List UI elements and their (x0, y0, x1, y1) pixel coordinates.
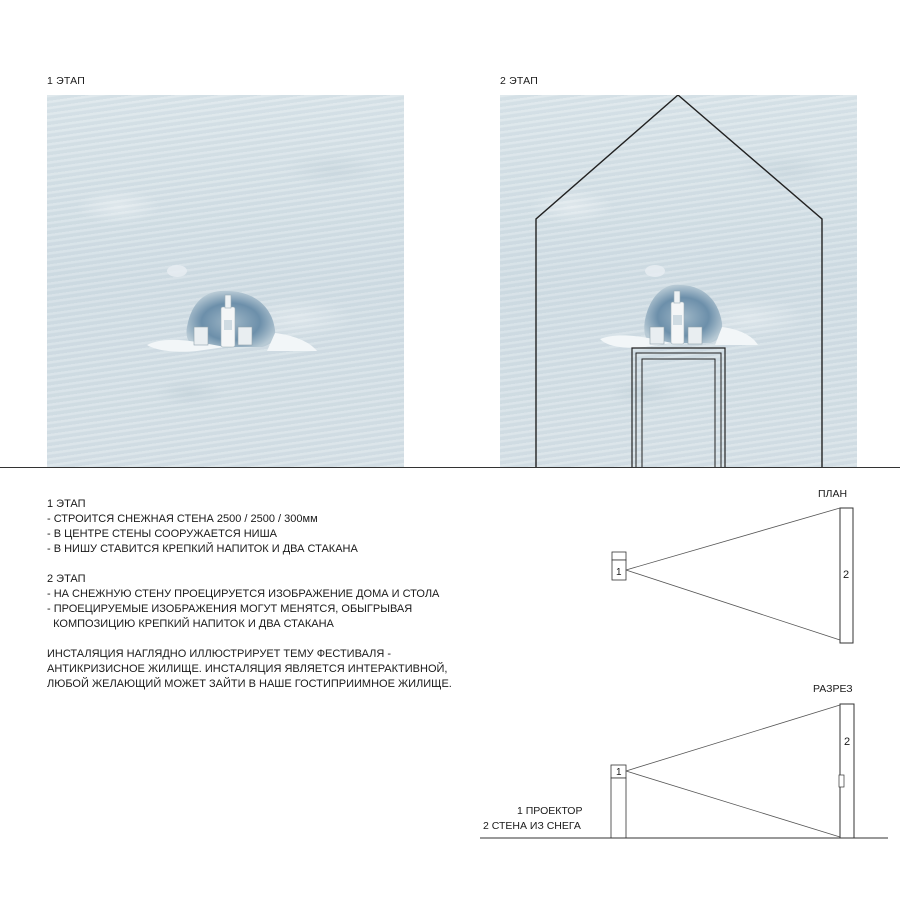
plan-projection-ray-bottom (626, 570, 840, 640)
stage2-label: 2 ЭТАП (500, 75, 539, 87)
section-snow-wall (840, 704, 854, 838)
section-projector-stand (611, 778, 626, 838)
stage2-snow-wall-image (500, 95, 857, 467)
plan-projector-number: 1 (616, 567, 622, 578)
stage1-niche-illustration (47, 95, 404, 467)
section-wall-number: 2 (844, 736, 851, 748)
notes-stage1-item: - В ЦЕНТРЕ СТЕНЫ СООРУЖАЕТСЯ НИША (47, 528, 278, 540)
section-wall-niche (839, 775, 844, 787)
notes-stage2-item: КОМПОЗИЦИЮ КРЕПКИЙ НАПИТОК И ДВА СТАКАНА (47, 618, 334, 630)
notes-stage1-item: - В НИШУ СТАВИТСЯ КРЕПКИЙ НАПИТОК И ДВА СТАКАНА (47, 543, 358, 555)
glass-left-icon (194, 327, 208, 345)
glass-right-icon (688, 327, 702, 344)
section-projection-ray-top (626, 705, 840, 771)
description-notes (47, 497, 452, 692)
glass-left-icon (650, 327, 664, 344)
section-projector-number: 1 (616, 767, 622, 778)
plan-title: ПЛАН (818, 488, 848, 500)
plan-projection-ray-top (626, 508, 840, 570)
legend-projector: 1 ПРОЕКТОР (517, 805, 583, 817)
notes-summary-line: АНТИКРИЗИСНОЕ ЖИЛИЩЕ. ИНСТАЛЯЦИЯ ЯВЛЯЕТСЯ ИНТЕРАКТИВНОЙ, (47, 663, 448, 675)
notes-stage1-title: 1 ЭТАП (47, 498, 86, 510)
table-outline-projection (632, 348, 725, 467)
stage1-label: 1 ЭТАП (47, 75, 86, 87)
notes-stage2-item: - ПРОЕЦИРУЕМЫЕ ИЗОБРАЖЕНИЯ МОГУТ МЕНЯТСЯ, ОБЫГРЫВАЯ (47, 603, 413, 615)
section-title: РАЗРЕЗ (813, 683, 853, 695)
house-outline-projection (536, 95, 822, 467)
section-projection-ray-bottom (626, 771, 840, 837)
notes-summary-line: ИНСТАЛЯЦИЯ НАГЛЯДНО ИЛЛЮСТРИРУЕТ ТЕМУ ФЕСТИВАЛЯ - (47, 648, 392, 660)
stage1-snow-wall-image (47, 95, 404, 467)
notes-stage1-item: - СТРОИТСЯ СНЕЖНАЯ СТЕНА 2500 / 2500 / 300мм (47, 513, 318, 525)
notes-stage2-title: 2 ЭТАП (47, 573, 86, 585)
plan-wall-number: 2 (843, 569, 850, 581)
legend-snow-wall: 2 СТЕНА ИЗ СНЕГА (483, 820, 581, 832)
stage2-projection-illustration (500, 95, 857, 467)
plan-diagram (590, 480, 900, 650)
glass-right-icon (238, 327, 252, 345)
notes-stage2-item: - НА СНЕЖНУЮ СТЕНУ ПРОЕЦИРУЕТСЯ ИЗОБРАЖЕНИЕ ДОМА И СТОЛА (47, 588, 440, 600)
plan-projector-lens (612, 552, 626, 560)
notes-summary-line: ЛЮБОЙ ЖЕЛАЮЩИЙ МОЖЕТ ЗАЙТИ В НАШЕ ГОСТИПРИИМНОЕ ЖИЛИЩЕ. (47, 678, 452, 690)
ground-line (0, 467, 900, 468)
